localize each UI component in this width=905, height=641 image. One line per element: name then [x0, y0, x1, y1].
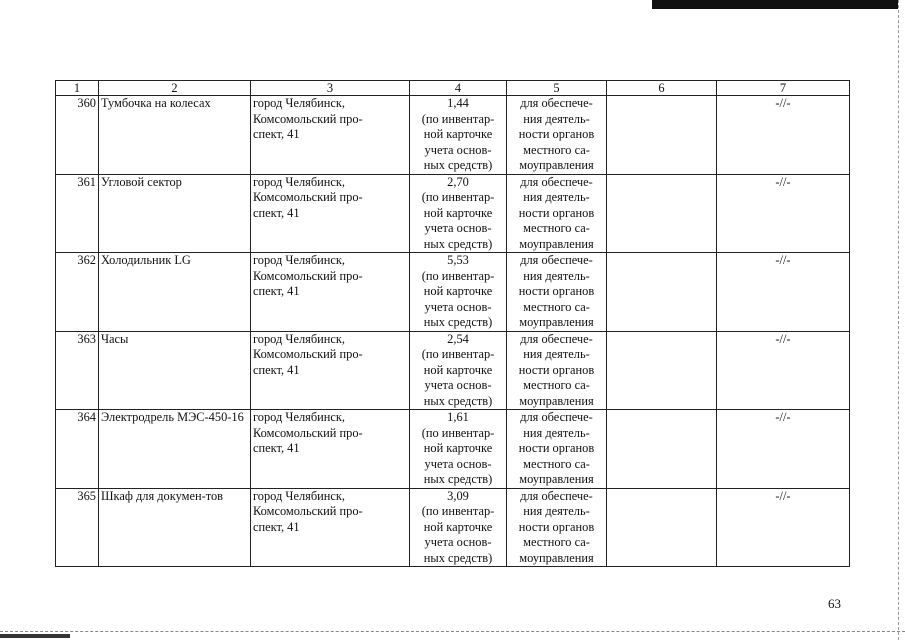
header-row — [56, 81, 850, 96]
purpose-line: ния деятель- — [523, 425, 590, 440]
address-line: город Челябинск, — [253, 96, 346, 110]
value-line: 2,70 — [447, 174, 469, 189]
purpose-line: местного са- — [523, 378, 590, 392]
item-value — [410, 96, 507, 175]
table-row — [56, 410, 850, 489]
value-line: (по инвентар- — [421, 190, 495, 204]
value-line: (по инвентар- — [421, 111, 495, 126]
header-col-6: 6 — [607, 81, 717, 96]
table-row — [56, 331, 850, 410]
value-line: (по инвентар- — [421, 347, 495, 361]
table-row — [56, 174, 850, 253]
header-col-5: 5 — [507, 81, 607, 96]
item-value — [410, 331, 507, 410]
address-line: Комсомольский про- — [253, 190, 363, 204]
item-purpose — [507, 96, 607, 175]
item-address — [251, 253, 410, 332]
item-address — [251, 174, 410, 253]
purpose-line: ности органов — [518, 519, 595, 534]
purpose-line: моуправления — [519, 315, 594, 329]
value-line: ной карточке — [423, 441, 493, 455]
address-line: спект, 41 — [253, 519, 300, 534]
purpose-line: ния деятель- — [523, 190, 590, 204]
item-col6 — [607, 488, 717, 567]
item-value — [410, 253, 507, 332]
row-number: 362 — [56, 253, 99, 332]
scan-mark-top — [652, 0, 905, 9]
item-name: Шкаф для докумен-тов — [99, 488, 251, 567]
address-line: город Челябинск, — [253, 410, 346, 424]
item-name: Часы — [99, 331, 251, 410]
value-line: ной карточке — [423, 519, 493, 534]
purpose-line: местного са- — [523, 456, 590, 471]
purpose-line: для обеспече- — [520, 96, 593, 110]
value-line: ных средств) — [423, 236, 493, 251]
value-line: учета основ- — [424, 456, 492, 471]
address-line: город Челябинск, — [253, 331, 346, 346]
item-note: -//- — [717, 174, 850, 253]
value-line: учета основ- — [424, 378, 492, 392]
purpose-line: местного са- — [523, 142, 590, 157]
address-line: Комсомольский про- — [253, 347, 363, 361]
address-line: город Челябинск, — [253, 488, 346, 503]
item-col6 — [607, 410, 717, 489]
item-address — [251, 488, 410, 567]
row-number: 365 — [56, 488, 99, 567]
value-line: ных средств) — [423, 472, 493, 486]
scan-edge-bottom-left — [0, 634, 70, 638]
header-col-2: 2 — [99, 81, 251, 96]
item-purpose — [507, 488, 607, 567]
purpose-line: ния деятель- — [523, 347, 590, 361]
purpose-line: для обеспече- — [520, 488, 593, 503]
item-name: Холодильник LG — [99, 253, 251, 332]
table-row — [56, 488, 850, 567]
purpose-line: ния деятель- — [523, 111, 590, 126]
purpose-line: ности органов — [518, 205, 595, 220]
row-number: 363 — [56, 331, 99, 410]
header-col-1: 1 — [56, 81, 99, 96]
value-line: (по инвентар- — [421, 268, 495, 283]
address-line: спект, 41 — [253, 441, 300, 455]
header-col-7: 7 — [717, 81, 850, 96]
value-line: ной карточке — [423, 362, 493, 377]
value-line: (по инвентар- — [421, 504, 495, 518]
value-line: ной карточке — [423, 127, 493, 141]
value-line: ных средств) — [423, 550, 493, 565]
item-note: -//- — [717, 410, 850, 489]
address-line: спект, 41 — [253, 127, 300, 141]
table-row — [56, 253, 850, 332]
header-col-4: 4 — [410, 81, 507, 96]
purpose-line: местного са- — [523, 221, 590, 235]
item-col6 — [607, 253, 717, 332]
purpose-line: для обеспече- — [520, 174, 593, 189]
item-col6 — [607, 96, 717, 175]
purpose-line: моуправления — [519, 393, 594, 408]
header-col-3: 3 — [251, 81, 410, 96]
address-line: спект, 41 — [253, 362, 300, 377]
value-line: ной карточке — [423, 284, 493, 298]
item-name: Электродрель МЭС-450-16 — [99, 410, 251, 489]
item-note: -//- — [717, 488, 850, 567]
scan-edge-right — [898, 0, 905, 640]
value-line: 3,09 — [447, 488, 469, 503]
value-line: 2,54 — [447, 331, 469, 346]
address-line: город Челябинск, — [253, 174, 346, 189]
item-value — [410, 174, 507, 253]
address-line: Комсомольский про- — [253, 268, 363, 283]
purpose-line: ния деятель- — [523, 504, 590, 518]
value-line: учета основ- — [424, 142, 492, 157]
item-purpose — [507, 253, 607, 332]
purpose-line: ности органов — [518, 362, 595, 377]
value-line: ных средств) — [423, 393, 493, 408]
purpose-line: местного са- — [523, 299, 590, 314]
purpose-line: моуправления — [519, 158, 594, 172]
address-line: город Челябинск, — [253, 253, 346, 267]
purpose-line: ности органов — [518, 284, 595, 298]
value-line: ной карточке — [423, 205, 493, 220]
value-line: 5,53 — [447, 253, 469, 267]
value-line: учета основ- — [424, 221, 492, 235]
item-value — [410, 488, 507, 567]
item-address — [251, 410, 410, 489]
purpose-line: ности органов — [518, 441, 595, 455]
address-line: Комсомольский про- — [253, 504, 363, 518]
item-purpose — [507, 410, 607, 489]
item-note: -//- — [717, 253, 850, 332]
address-line: Комсомольский про- — [253, 425, 363, 440]
address-line: спект, 41 — [253, 284, 300, 298]
item-col6 — [607, 174, 717, 253]
value-line: учета основ- — [424, 299, 492, 314]
table-row — [56, 96, 850, 175]
item-purpose — [507, 174, 607, 253]
row-number: 364 — [56, 410, 99, 489]
row-number: 361 — [56, 174, 99, 253]
item-address — [251, 96, 410, 175]
item-address — [251, 331, 410, 410]
value-line: ных средств) — [423, 315, 493, 329]
row-number: 360 — [56, 96, 99, 175]
item-value — [410, 410, 507, 489]
item-col6 — [607, 331, 717, 410]
item-note: -//- — [717, 96, 850, 175]
purpose-line: местного са- — [523, 535, 590, 549]
item-purpose — [507, 331, 607, 410]
purpose-line: моуправления — [519, 472, 594, 486]
item-note: -//- — [717, 331, 850, 410]
purpose-line: моуправления — [519, 550, 594, 565]
value-line: (по инвентар- — [421, 425, 495, 440]
purpose-line: для обеспече- — [520, 253, 593, 267]
inventory-table — [55, 80, 850, 567]
item-name: Тумбочка на колесах — [99, 96, 251, 175]
purpose-line: для обеспече- — [520, 331, 593, 346]
purpose-line: ния деятель- — [523, 268, 590, 283]
purpose-line: ности органов — [518, 127, 595, 141]
value-line: 1,61 — [447, 410, 469, 424]
value-line: учета основ- — [424, 535, 492, 549]
purpose-line: моуправления — [519, 236, 594, 251]
value-line: 1,44 — [447, 96, 469, 110]
item-name: Угловой сектор — [99, 174, 251, 253]
address-line: спект, 41 — [253, 205, 300, 220]
value-line: ных средств) — [423, 158, 493, 172]
address-line: Комсомольский про- — [253, 111, 363, 126]
page-number: 63 — [828, 596, 841, 611]
purpose-line: для обеспече- — [520, 410, 593, 424]
